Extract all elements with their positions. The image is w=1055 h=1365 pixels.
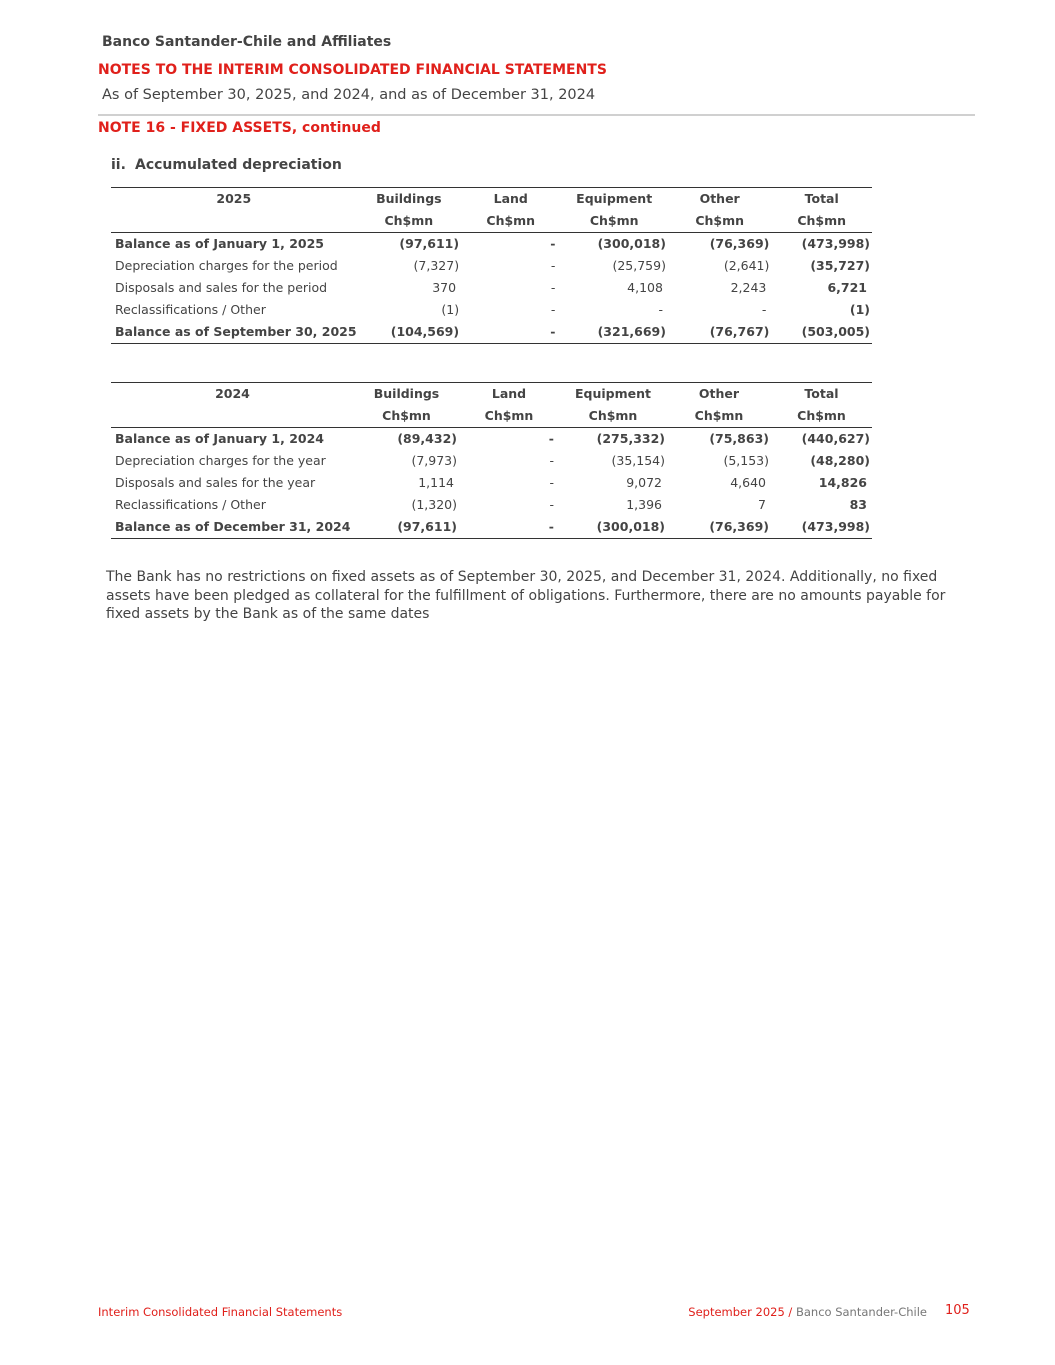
year-header: 2025 bbox=[111, 188, 357, 211]
other-value: (75,863) bbox=[709, 431, 769, 446]
other-value: 7 bbox=[758, 497, 766, 512]
unit-label: Ch$mn bbox=[459, 405, 559, 428]
land-value: - bbox=[549, 475, 554, 490]
row-label: Reclassifications / Other bbox=[115, 497, 266, 512]
equipment-value: (35,154) bbox=[611, 453, 665, 468]
depreciation-table-2024 bbox=[111, 382, 872, 539]
equipment-value: (25,759) bbox=[612, 258, 666, 273]
footer-period-label: September 2025 / bbox=[688, 1305, 793, 1319]
note-heading: NOTE 16 - FIXED ASSETS, continued bbox=[98, 120, 381, 136]
buildings-value: (1,320) bbox=[411, 497, 457, 512]
total-value: (503,005) bbox=[771, 321, 872, 344]
land-value: - bbox=[550, 302, 556, 317]
table-row bbox=[111, 516, 872, 539]
other-value: 2,243 bbox=[730, 280, 767, 295]
equipment-value: 1,396 bbox=[626, 497, 662, 512]
row-label: Depreciation charges for the year bbox=[115, 453, 326, 468]
restrictions-paragraph: The Bank has no restrictions on fixed assets as of September 30, 2025, and December 31, 2024. Additionally, no fixed assets have been pledged as collateral for the fulfillment of obligations. Furthermore, there are no amounts payable for fixed assets by the Bank as of the same dates bbox=[106, 569, 946, 622]
equipment-value: 4,108 bbox=[627, 280, 663, 295]
other-value: (76,369) bbox=[709, 236, 770, 251]
total-value: (473,998) bbox=[771, 516, 872, 539]
equipment-value: (321,669) bbox=[560, 321, 668, 344]
equipment-value: (300,018) bbox=[597, 236, 666, 251]
unit-label: Ch$mn bbox=[461, 210, 560, 233]
column-header-equipment: Equipment bbox=[560, 188, 668, 211]
page-number: 105 bbox=[945, 1303, 970, 1318]
equipment-value: (275,332) bbox=[596, 431, 665, 446]
unit-label: Ch$mn bbox=[771, 405, 872, 428]
table-row bbox=[111, 233, 872, 256]
table-row bbox=[111, 428, 872, 451]
footer-document-title: Interim Consolidated Financial Statements bbox=[98, 1305, 343, 1319]
land-value: - bbox=[548, 431, 554, 446]
row-label: Balance as of January 1, 2024 bbox=[115, 431, 324, 446]
buildings-value: (97,611) bbox=[399, 236, 460, 251]
column-header-land: Land bbox=[459, 383, 559, 406]
land-value: - bbox=[550, 236, 556, 251]
other-value: 4,640 bbox=[730, 475, 766, 490]
footer-company: Banco Santander-Chile bbox=[795, 1305, 927, 1319]
notes-title: NOTES TO THE INTERIM CONSOLIDATED FINANCIAL STATEMENTS bbox=[98, 62, 607, 78]
unit-label: Ch$mn bbox=[560, 210, 668, 233]
row-label: Reclassifications / Other bbox=[115, 302, 266, 317]
buildings-value: (7,973) bbox=[411, 453, 457, 468]
total-value: (440,627) bbox=[801, 431, 870, 446]
other-value: - bbox=[761, 302, 767, 317]
unit-label: Ch$mn bbox=[668, 210, 771, 233]
other-value: (2,641) bbox=[723, 258, 770, 273]
row-label: Balance as of January 1, 2025 bbox=[115, 236, 324, 251]
table-unit-row bbox=[111, 210, 872, 233]
table-row bbox=[111, 277, 872, 299]
table-row bbox=[111, 450, 872, 472]
row-label: Disposals and sales for the period bbox=[115, 280, 328, 295]
table-row bbox=[111, 494, 872, 516]
column-header-buildings: Buildings bbox=[357, 188, 462, 211]
land-value: - bbox=[549, 497, 554, 512]
column-header-other: Other bbox=[667, 383, 771, 406]
section-title: Accumulated depreciation bbox=[135, 157, 342, 173]
other-value: (76,369) bbox=[667, 516, 771, 539]
table-unit-row bbox=[111, 405, 872, 428]
section-heading bbox=[111, 157, 342, 173]
column-header-other: Other bbox=[668, 188, 771, 211]
total-value: 6,721 bbox=[827, 280, 867, 295]
year-header: 2024 bbox=[111, 383, 354, 406]
land-value: - bbox=[550, 258, 556, 273]
equipment-value: (300,018) bbox=[559, 516, 667, 539]
column-header-land: Land bbox=[461, 188, 560, 211]
total-value: (35,727) bbox=[810, 258, 870, 273]
header-divider bbox=[98, 114, 975, 116]
section-number: ii. bbox=[111, 157, 126, 173]
table-header-row bbox=[111, 188, 872, 211]
column-header-total: Total bbox=[771, 188, 872, 211]
column-header-buildings: Buildings bbox=[354, 383, 459, 406]
table-row bbox=[111, 299, 872, 321]
total-value: 14,826 bbox=[818, 475, 867, 490]
land-value: - bbox=[461, 321, 560, 344]
land-value: - bbox=[459, 516, 559, 539]
land-value: - bbox=[549, 453, 554, 468]
total-value: (48,280) bbox=[810, 453, 870, 468]
unit-label: Ch$mn bbox=[357, 210, 462, 233]
land-value: - bbox=[550, 280, 556, 295]
table-header-row bbox=[111, 383, 872, 406]
statement-dates: As of September 30, 2025, and 2024, and as of December 31, 2024 bbox=[102, 87, 596, 103]
other-value: (5,153) bbox=[723, 453, 769, 468]
footer-period bbox=[688, 1305, 927, 1319]
unit-label: Ch$mn bbox=[559, 405, 667, 428]
unit-label: Ch$mn bbox=[354, 405, 459, 428]
company-name: Banco Santander-Chile and Affiliates bbox=[102, 34, 392, 50]
buildings-value: (89,432) bbox=[397, 431, 457, 446]
row-label: Depreciation charges for the period bbox=[115, 258, 338, 273]
depreciation-table-2025 bbox=[111, 187, 872, 344]
buildings-value: 370 bbox=[432, 280, 457, 295]
table-row bbox=[111, 321, 872, 344]
row-label: Balance as of December 31, 2024 bbox=[111, 516, 354, 539]
equipment-value: 9,072 bbox=[626, 475, 662, 490]
equipment-value: - bbox=[658, 302, 663, 317]
table-row bbox=[111, 472, 872, 494]
total-value: (473,998) bbox=[801, 236, 870, 251]
buildings-value: (97,611) bbox=[354, 516, 459, 539]
other-value: (76,767) bbox=[668, 321, 771, 344]
table-row bbox=[111, 255, 872, 277]
column-header-total: Total bbox=[771, 383, 872, 406]
buildings-value: (104,569) bbox=[357, 321, 462, 344]
buildings-value: 1,114 bbox=[418, 475, 454, 490]
column-header-equipment: Equipment bbox=[559, 383, 667, 406]
unit-label: Ch$mn bbox=[667, 405, 771, 428]
total-value: (1) bbox=[849, 302, 870, 317]
row-label: Balance as of September 30, 2025 bbox=[111, 321, 357, 344]
buildings-value: (7,327) bbox=[413, 258, 460, 273]
row-label: Disposals and sales for the year bbox=[115, 475, 316, 490]
total-value: 83 bbox=[849, 497, 867, 512]
unit-label: Ch$mn bbox=[771, 210, 872, 233]
buildings-value: (1) bbox=[441, 302, 460, 317]
